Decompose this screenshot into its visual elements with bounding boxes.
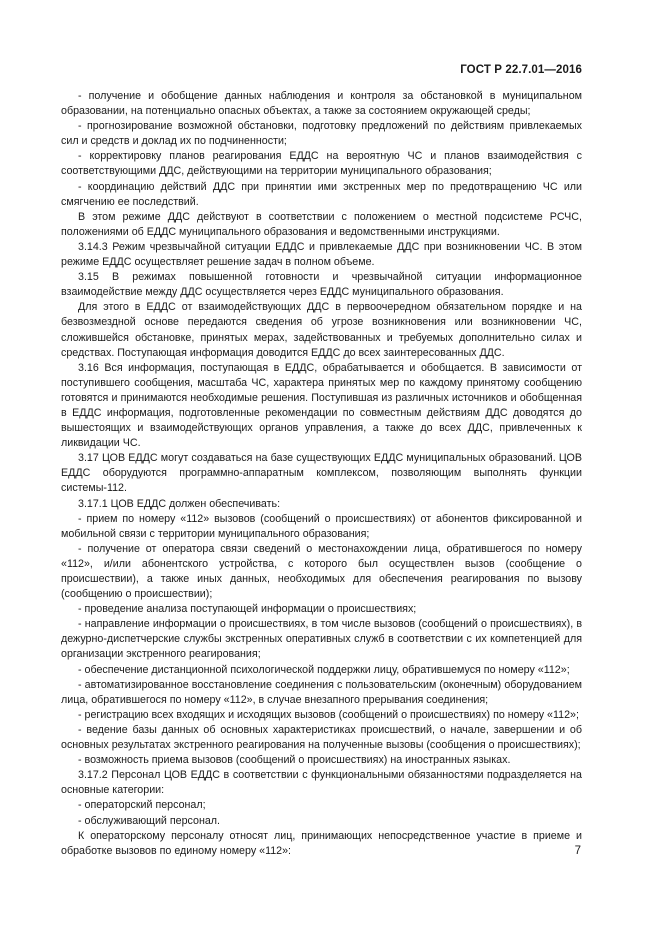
paragraph: - возможность приема вызовов (сообщений о происшествиях) на иностранных языках. — [78, 754, 511, 767]
paragraph: К операторскому персоналу относят лиц, принимающих непосредственное участие в приеме и обработке вызовов по единому номеру «112»: — [61, 829, 582, 857]
document-body — [61, 89, 582, 859]
paragraph: - прием по номеру «112» вызовов (сообщений о происшествиях) от абонентов фиксированной и мобильной связи с территории муниципального образования; — [61, 512, 582, 540]
paragraph: - операторский персонал; — [78, 799, 206, 812]
paragraph: - обеспечение дистанционной психологической поддержки лицу, обратившемуся по номеру «112»; — [78, 663, 570, 676]
paragraph: 3.14.3 Режим чрезвычайной ситуации ЕДДС и привлекаемые ДДС при возникновении ЧС. В этом режиме ЕДДС осуществляет решение задач в полном объеме. — [61, 240, 582, 269]
paragraph: - ведение базы данных об основных характеристиках происшествий, о начале, завершении и об основных результатах экстренного реагирования на полученные вызовы (сообщения о происшествиях); — [61, 723, 582, 752]
paragraph: - автоматизированное восстановление соединения с пользовательским (оконечным) оборудованием лица, обратившегося по номеру «112», в случае внезапного прерывания соединения; — [61, 678, 582, 706]
paragraph: Для этого в ЕДДС от взаимодействующих ДДС в первоочередном обязательном порядке и на безвозмездной основе передаются сведения об угрозе возникновения или возникновении ЧС, сложившейся обстановке, принятых мерах, задействованных и требуемых дополнительно силах и средствах. Поступающая информация доводится ЕДДС до всех заинтересованных ДДС. — [61, 301, 582, 359]
paragraph: - получение и обобщение данных наблюдения и контроля за обстановкой в муниципальном образовании, на потенциально опасных объектах, а также за состоянием окружающей среды; — [61, 90, 582, 118]
paragraph: - получение от оператора связи сведений о местонахождении лица, обратившегося по номеру «112», и/или абонентского устройства, с которого был осуществлен вызов (сообщение о происшествии), а также иных данных, необходимых для обеспечения реагирования по вызову (сообщению о происшествии); — [61, 542, 582, 601]
paragraph: 3.17.1 ЦОВ ЕДДС должен обеспечивать: — [78, 497, 281, 510]
paragraph: - обслуживающий персонал. — [78, 814, 220, 827]
page-number: 7 — [574, 845, 581, 857]
paragraph: 3.15 В режимах повышенной готовности и чрезвычайной ситуации информационное взаимодействие между ДДС осуществляется через ЕДДС муниципального образования. — [61, 271, 582, 299]
paragraph: - корректировку планов реагирования ЕДДС на вероятную ЧС и планов взаимодействия с соответствующими ДДС, действующими на территории муниципального образования; — [61, 150, 582, 178]
document-code: ГОСТ Р 22.7.01—2016 — [460, 64, 582, 76]
paragraph: В этом режиме ДДС действуют в соответствии с положением о местной подсистеме РСЧС, положениями об ЕДДС муниципального образования и ведомственными инструкциями. — [61, 210, 582, 238]
paragraph: - проведение анализа поступающей информации о происшествиях; — [78, 603, 417, 616]
paragraph: 3.17.2 Персонал ЦОВ ЕДДС в соответствии с функциональными обязанностями подразделяется на основные категории: — [61, 769, 582, 797]
paragraph: - прогнозирование возможной обстановки, подготовку предложений по действиям привлекаемых сил и средств и доклад их по подчиненности; — [61, 120, 582, 148]
paragraph: 3.16 Вся информация, поступающая в ЕДДС, обрабатывается и обобщается. В зависимости от поступившего сообщения, масштаба ЧС, характера принятых мер по каждому принятому сообщению готовятся и принимаются необходимые решения. Поступившая из различных источников и обобщенная в ЕДДС информация, подготовленные рекомендации по совместным действиям ДДС доводятся до вышестоящих и взаимодействующих органов управления, а также до всех ДДС, привлеченных к ликвидации ЧС. — [61, 361, 582, 450]
paragraph: - регистрацию всех входящих и исходящих вызовов (сообщений о происшествиях) по номеру «112»; — [78, 708, 579, 721]
paragraph: - координацию действий ДДС при принятии ими экстренных мер по предотвращению ЧС или смягчению ее последствий. — [61, 180, 582, 208]
paragraph: 3.17 ЦОВ ЕДДС могут создаваться на базе существующих ЕДДС муниципальных образований. ЦОВ ЕДДС оборудуются программно-аппаратным комплексом, позволяющим выполнять функции системы-112. — [61, 452, 582, 495]
paragraph: - направление информации о происшествиях, в том числе вызовов (сообщений о происшествиях), в дежурно-диспетчерские службы экстренных оперативных служб в соответствии с их компетенцией для организации экстренного реагирования; — [61, 618, 582, 661]
